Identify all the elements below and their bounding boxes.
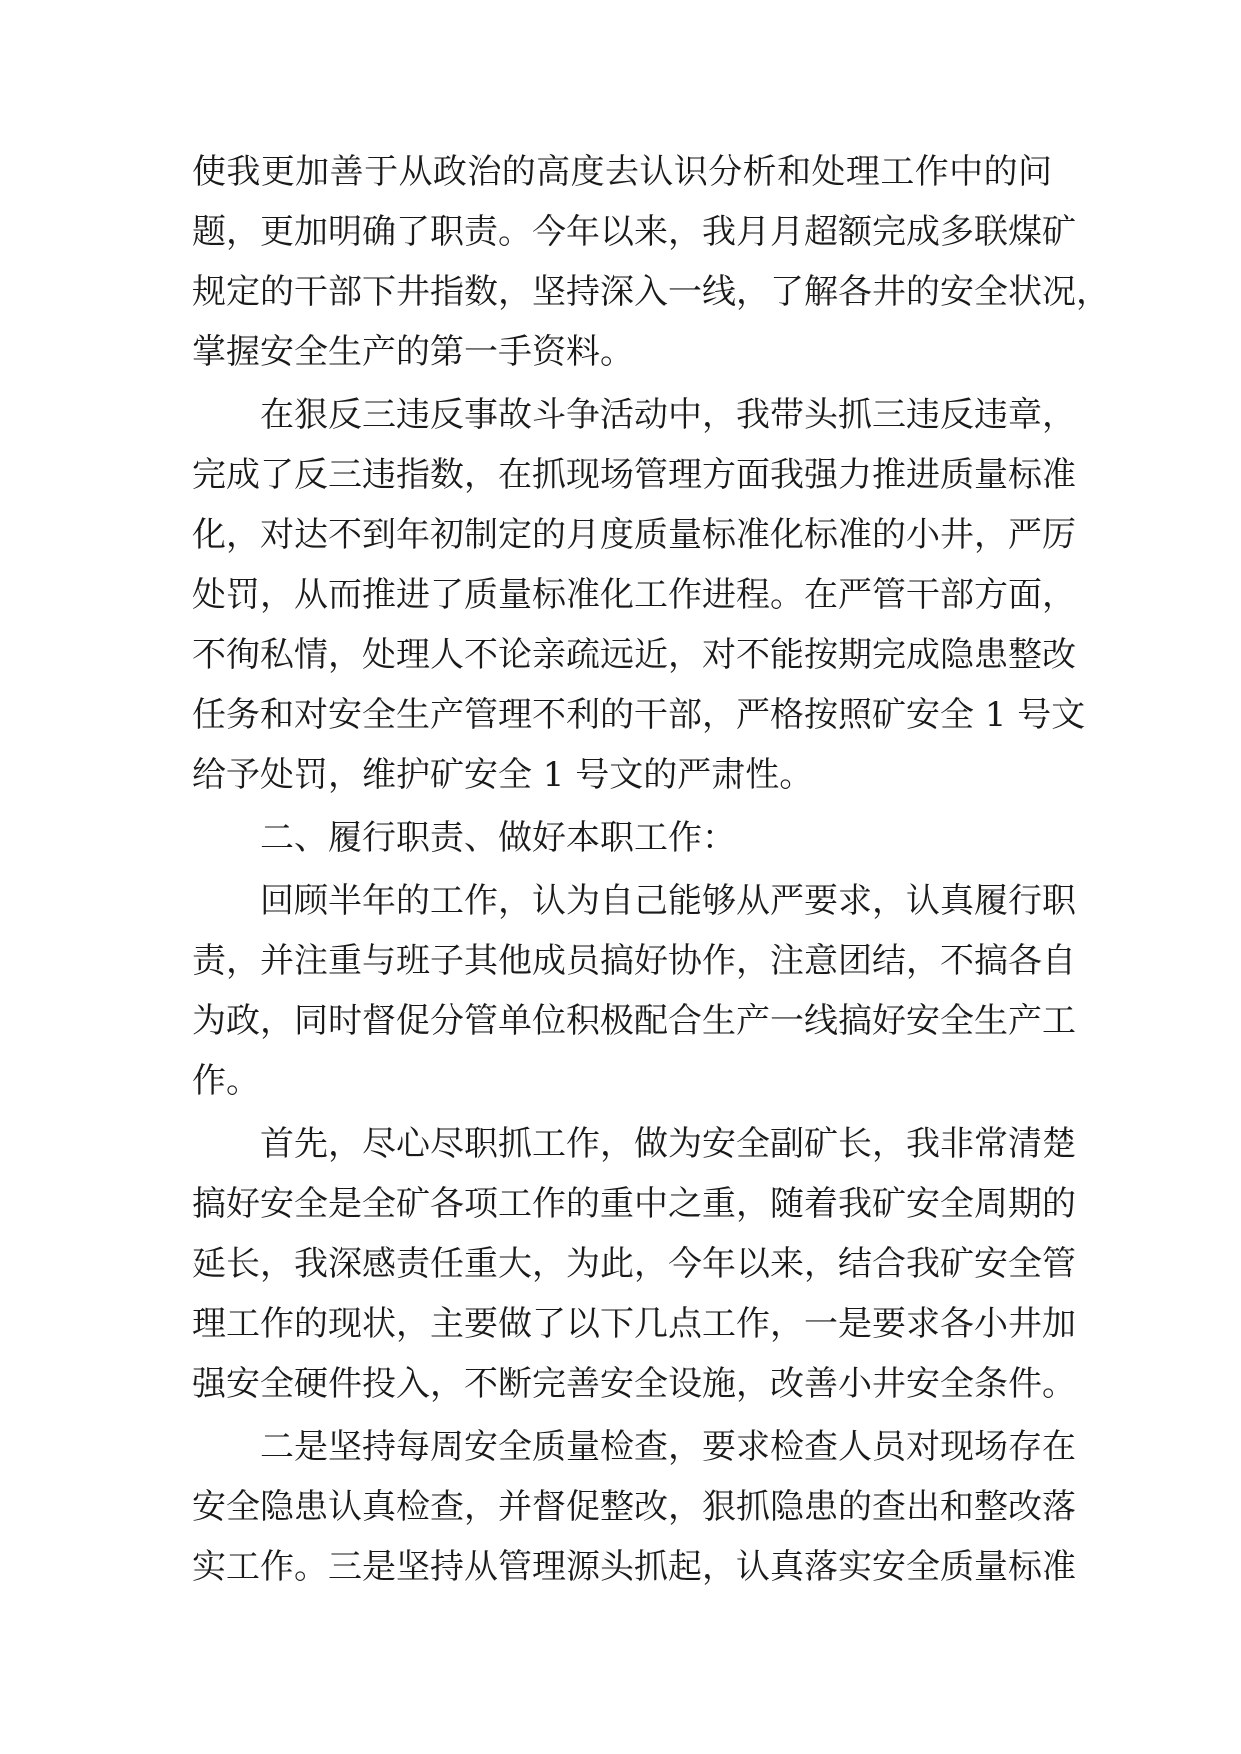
text-line: 理工作的现状，主要做了以下几点工作，一是要求各小井加 bbox=[192, 1304, 1076, 1344]
text-line: 实工作。三是坚持从管理源头抓起，认真落实安全质量标准 bbox=[192, 1547, 1076, 1587]
text-line: 延长，我深感责任重大，为此，今年以来，结合我矿安全管 bbox=[192, 1244, 1076, 1284]
text-line: 强安全硬件投入，不断完善安全设施，改善小井安全条件。 bbox=[192, 1364, 1076, 1404]
section-heading: 二、履行职责、做好本职工作： bbox=[260, 818, 736, 858]
text-line: 完成了反三违指数，在抓现场管理方面我强力推进质量标准 bbox=[192, 455, 1076, 495]
paragraph-first-line: 回顾半年的工作，认为自己能够从严要求，认真履行职 bbox=[260, 881, 1076, 921]
text-line: 作。 bbox=[192, 1061, 260, 1101]
text-line: 化，对达不到年初制定的月度质量标准化标准的小井，严厉 bbox=[192, 515, 1076, 555]
text-line: 为政，同时督促分管单位积极配合生产一线搞好安全生产工 bbox=[192, 1001, 1076, 1041]
text-line: 题，更加明确了职责。今年以来，我月月超额完成多联煤矿 bbox=[192, 212, 1076, 252]
paragraph-first-line: 在狠反三违反事故斗争活动中，我带头抓三违反违章， bbox=[260, 395, 1076, 435]
text-line: 搞好安全是全矿各项工作的重中之重，随着我矿安全周期的 bbox=[192, 1184, 1076, 1224]
text-line: 不徇私情，处理人不论亲疏远近，对不能按期完成隐患整改 bbox=[192, 635, 1076, 675]
paragraph-first-line: 二是坚持每周安全质量检查，要求检查人员对现场存在 bbox=[260, 1427, 1076, 1467]
text-line: 安全隐患认真检查，并督促整改，狠抓隐患的查出和整改落 bbox=[192, 1487, 1076, 1527]
text-line: 掌握安全生产的第一手资料。 bbox=[192, 332, 634, 372]
text-line: 责，并注重与班子其他成员搞好协作，注意团结，不搞各自 bbox=[192, 941, 1076, 981]
paragraph-first-line: 首先，尽心尽职抓工作，做为安全副矿长，我非常清楚 bbox=[260, 1124, 1076, 1164]
text-line: 任务和对安全生产管理不利的干部，严格按照矿安全 1 号文 bbox=[192, 695, 1086, 735]
text-line: 处罚，从而推进了质量标准化工作进程。在严管干部方面， bbox=[192, 575, 1076, 615]
text-line: 规定的干部下井指数，坚持深入一线，了解各井的安全状况， bbox=[192, 272, 1110, 312]
text-line: 使我更加善于从政治的高度去认识分析和处理工作中的问 bbox=[192, 152, 1052, 192]
text-line: 给予处罚，维护矿安全 1 号文的严肃性。 bbox=[192, 755, 814, 795]
